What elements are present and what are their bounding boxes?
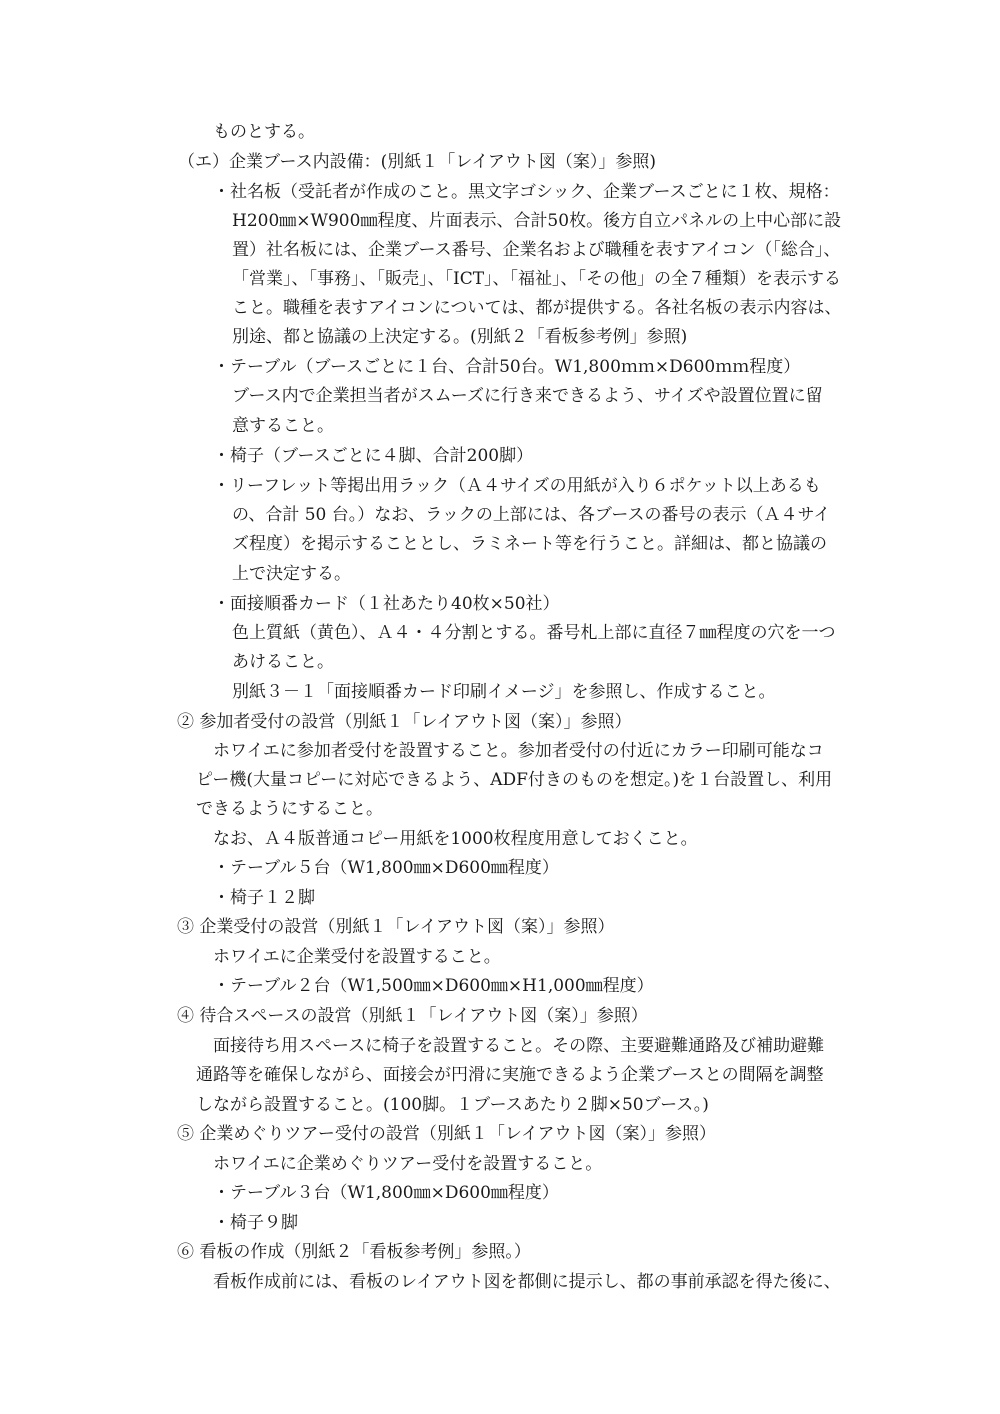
paragraph-line: こと。職種を表すアイコンについては、都が提供する。各社名板の表示内容は、 xyxy=(232,298,842,318)
list-item: ・テーブル３台（W1,800㎜×D600㎜程度） xyxy=(213,1183,559,1203)
list-item-nameplate: ・社名板（受託者が作成のこと。黒文字ゴシック、企業ブースごとに１枚、規格： xyxy=(213,182,840,202)
list-item: ・テーブル５台（W1,800㎜×D600㎜程度） xyxy=(213,858,559,878)
paragraph-line: ピー機(大量コピーに対応できるよう、ADF付きのものを想定。)を１台設置し、利用 xyxy=(196,770,833,790)
section-heading-5: ⑤ 企業めぐりツアー受付の設営（別紙１「レイアウト図（案）」参照） xyxy=(177,1124,717,1144)
paragraph-line: 色上質紙（黄色）、Ａ４・４分割とする。番号札上部に直径７㎜程度の穴を一つ xyxy=(232,623,836,643)
list-item-order-card: ・面接順番カード（１社あたり40枚×50社） xyxy=(213,594,560,614)
paragraph-line: しながら設置すること。(100脚。１ブースあたり２脚×50ブース。) xyxy=(196,1095,709,1115)
paragraph-line: ホワイエに参加者受付を設置すること。参加者受付の付近にカラー印刷可能なコ xyxy=(213,741,824,761)
list-item: ・椅子９脚 xyxy=(213,1213,298,1233)
paragraph-line: 上で決定する。 xyxy=(232,564,351,584)
paragraph-line: ホワイエに企業めぐりツアー受付を設置すること。 xyxy=(213,1154,603,1174)
paragraph-line: あけること。 xyxy=(232,652,334,672)
section-heading-3: ③ 企業受付の設営（別紙１「レイアウト図（案）」参照） xyxy=(177,917,615,937)
paragraph-line: ものとする。 xyxy=(213,122,315,142)
paragraph-line: 面接待ち用スペースに椅子を設置すること。その際、主要避難通路及び補助避難 xyxy=(213,1036,825,1056)
paragraph-line: H200㎜×W900㎜程度、片面表示、合計50枚。後方自立パネルの上中心部に設 xyxy=(232,211,842,231)
paragraph-line: 意すること。 xyxy=(232,416,334,436)
paragraph-line: 置）社名板には、企業ブース番号、企業名および職種を表すアイコン（「総合」、 xyxy=(232,240,841,260)
section-heading-e: （エ）企業ブース内設備：(別紙１「レイアウト図（案）」参照) xyxy=(178,152,657,172)
section-heading-6: ⑥ 看板の作成（別紙２「看板参考例」参照。） xyxy=(177,1242,531,1262)
paragraph-line: 看板作成前には、看板のレイアウト図を都側に提示し、都の事前承認を得た後に、 xyxy=(213,1272,841,1292)
list-item: ・椅子１２脚 xyxy=(213,888,315,908)
paragraph-line: ズ程度）を掲示することとし、ラミネート等を行うこと。詳細は、都と協議の xyxy=(232,534,827,554)
paragraph-line: できるようにすること。 xyxy=(196,799,383,819)
paragraph-line: 別途、都と協議の上決定する。(別紙２「看板参考例」参照) xyxy=(232,327,688,347)
list-item-chairs: ・椅子（ブースごとに４脚、合計200脚） xyxy=(213,446,534,466)
paragraph-line: 通路等を確保しながら、面接会が円滑に実施できるよう企業ブースとの間隔を調整 xyxy=(196,1065,824,1085)
paragraph-line: なお、Ａ４版普通コピー用紙を1000枚程度用意しておくこと。 xyxy=(213,829,698,849)
list-item-rack: ・リーフレット等掲出用ラック（Ａ４サイズの用紙が入り６ポケット以上あるも xyxy=(213,476,821,496)
paragraph-line: 「営業」、「事務」、「販売」、「ICT」、「福祉」、「その他」の全７種類）を表示する xyxy=(232,269,842,289)
section-heading-2: ② 参加者受付の設営（別紙１「レイアウト図（案）」参照） xyxy=(177,712,632,732)
list-item-table: ・テーブル（ブースごとに１台、合計50台。W1,800ｍｍ×D600ｍｍ程度） xyxy=(213,357,801,377)
list-item: ・テーブル２台（W1,500㎜×D600㎜×H1,000㎜程度） xyxy=(213,976,654,996)
section-heading-4: ④ 待合スペースの設営（別紙１「レイアウト図（案）」参照） xyxy=(177,1006,648,1026)
paragraph-line: ホワイエに企業受付を設置すること。 xyxy=(213,947,501,967)
paragraph-line: 別紙３－１「面接順番カード印刷イメージ」を参照し、作成すること。 xyxy=(232,682,776,702)
paragraph-line: の、合計 50 台。）なお、ラックの上部には、各ブースの番号の表示（Ａ４サイ xyxy=(232,505,831,525)
paragraph-line: ブース内で企業担当者がスムーズに行き来できるよう、サイズや設置位置に留 xyxy=(232,386,823,406)
